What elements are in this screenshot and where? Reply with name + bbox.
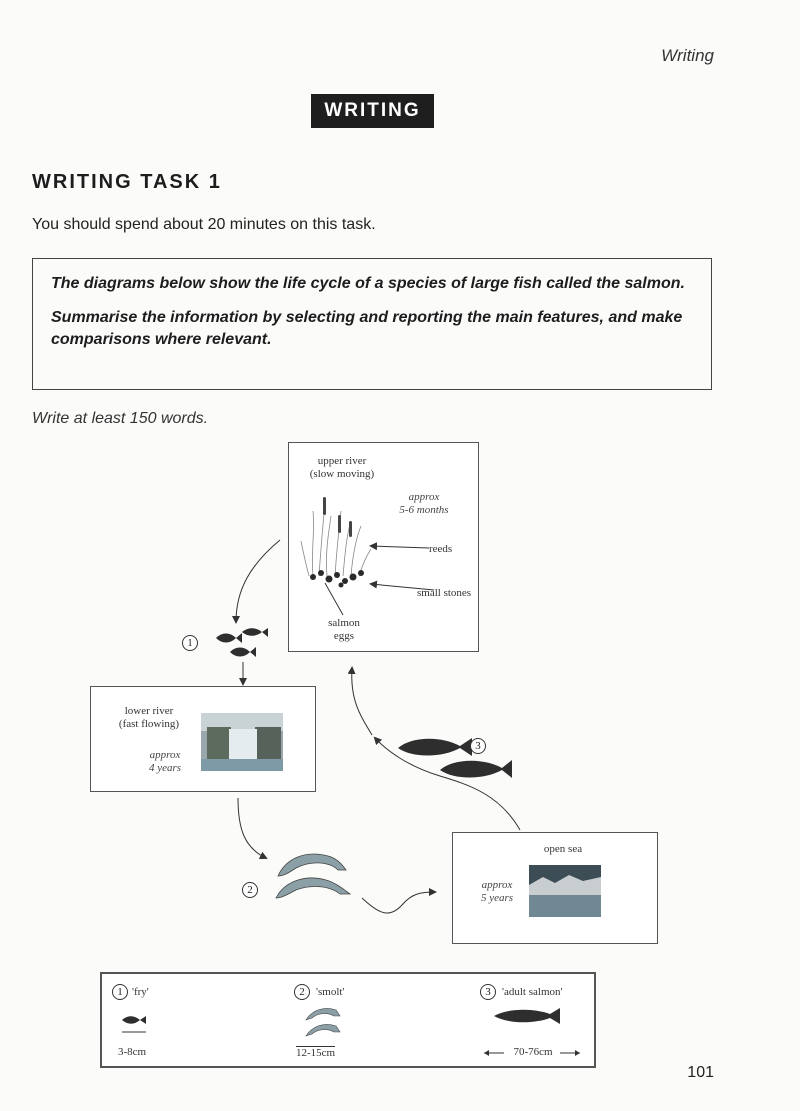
word-instruction: Write at least 150 words.	[32, 410, 209, 427]
waterfall-image	[201, 713, 283, 771]
adult-salmon-icon	[398, 734, 513, 784]
page-number: 101	[687, 1064, 714, 1081]
stage-number-3: 3	[470, 738, 486, 754]
time-instruction: You should spend about 20 minutes on this task.	[32, 216, 376, 233]
lower-river-duration: 4 years	[148, 762, 182, 774]
legend-number-3: 3	[480, 984, 496, 1000]
upper-river-duration: 5-6 months	[399, 504, 449, 516]
smolt-fish-icon	[272, 848, 354, 904]
legend-smolt-size: 12-15cm	[296, 1047, 336, 1059]
legend-adult-label: 'adult salmon'	[502, 986, 563, 998]
arrow-upper-to-fry	[236, 540, 280, 622]
legend-fry-icon	[120, 1014, 150, 1038]
legend-fry-label: 'fry'	[132, 986, 149, 998]
lower-river-subtitle: (fast flowing)	[118, 718, 180, 730]
salmon-eggs-label: salmon	[328, 617, 360, 629]
legend-adult-icon	[494, 1006, 574, 1026]
running-head: Writing	[661, 46, 714, 65]
legend-box	[100, 972, 596, 1068]
arrow-lower-to-smolt	[238, 798, 266, 858]
legend-fry-size: 3-8cm	[118, 1046, 147, 1058]
legend-smolt-label: 'smolt'	[316, 986, 345, 998]
stage-number-1: 1	[182, 635, 198, 651]
prompt-description: The diagrams below show the life cycle of a species of large fish called the salmon.	[51, 275, 685, 292]
sea-image	[529, 865, 601, 917]
legend-smolt-icon	[302, 1004, 342, 1042]
reeds-label: reeds	[429, 543, 453, 555]
stage-number-2: 2	[242, 882, 258, 898]
prompt-instruction: Summarise the information by selecting and reporting the main features, and make comparisons where relevant.	[51, 309, 683, 348]
open-sea-title: open sea	[543, 843, 583, 855]
section-banner: WRITING	[311, 94, 434, 128]
lower-river-title: lower river	[124, 705, 174, 717]
upper-river-subtitle: (slow moving)	[309, 468, 375, 480]
small-stones-label: small stones	[417, 587, 472, 599]
fry-fish-icon	[214, 628, 270, 662]
stage-open-sea	[452, 832, 658, 944]
lower-river-approx: approx	[149, 749, 181, 761]
open-sea-approx: approx	[481, 879, 513, 891]
upper-river-title: upper river	[317, 455, 367, 467]
salmon-eggs-label-2: eggs	[333, 630, 355, 642]
arrow-smolt-to-sea	[362, 892, 435, 913]
arrow-adult-to-upper	[352, 668, 372, 735]
legend-number-1: 1	[112, 984, 128, 1000]
stage-lower-river	[90, 686, 316, 792]
legend-number-2: 2	[294, 984, 310, 1000]
stage-upper-river	[288, 442, 479, 652]
upper-river-approx: approx	[408, 491, 440, 503]
legend-adult-size: 70-76cm	[513, 1046, 553, 1058]
open-sea-duration: 5 years	[480, 892, 514, 904]
task-title: WRITING TASK 1	[32, 171, 222, 193]
